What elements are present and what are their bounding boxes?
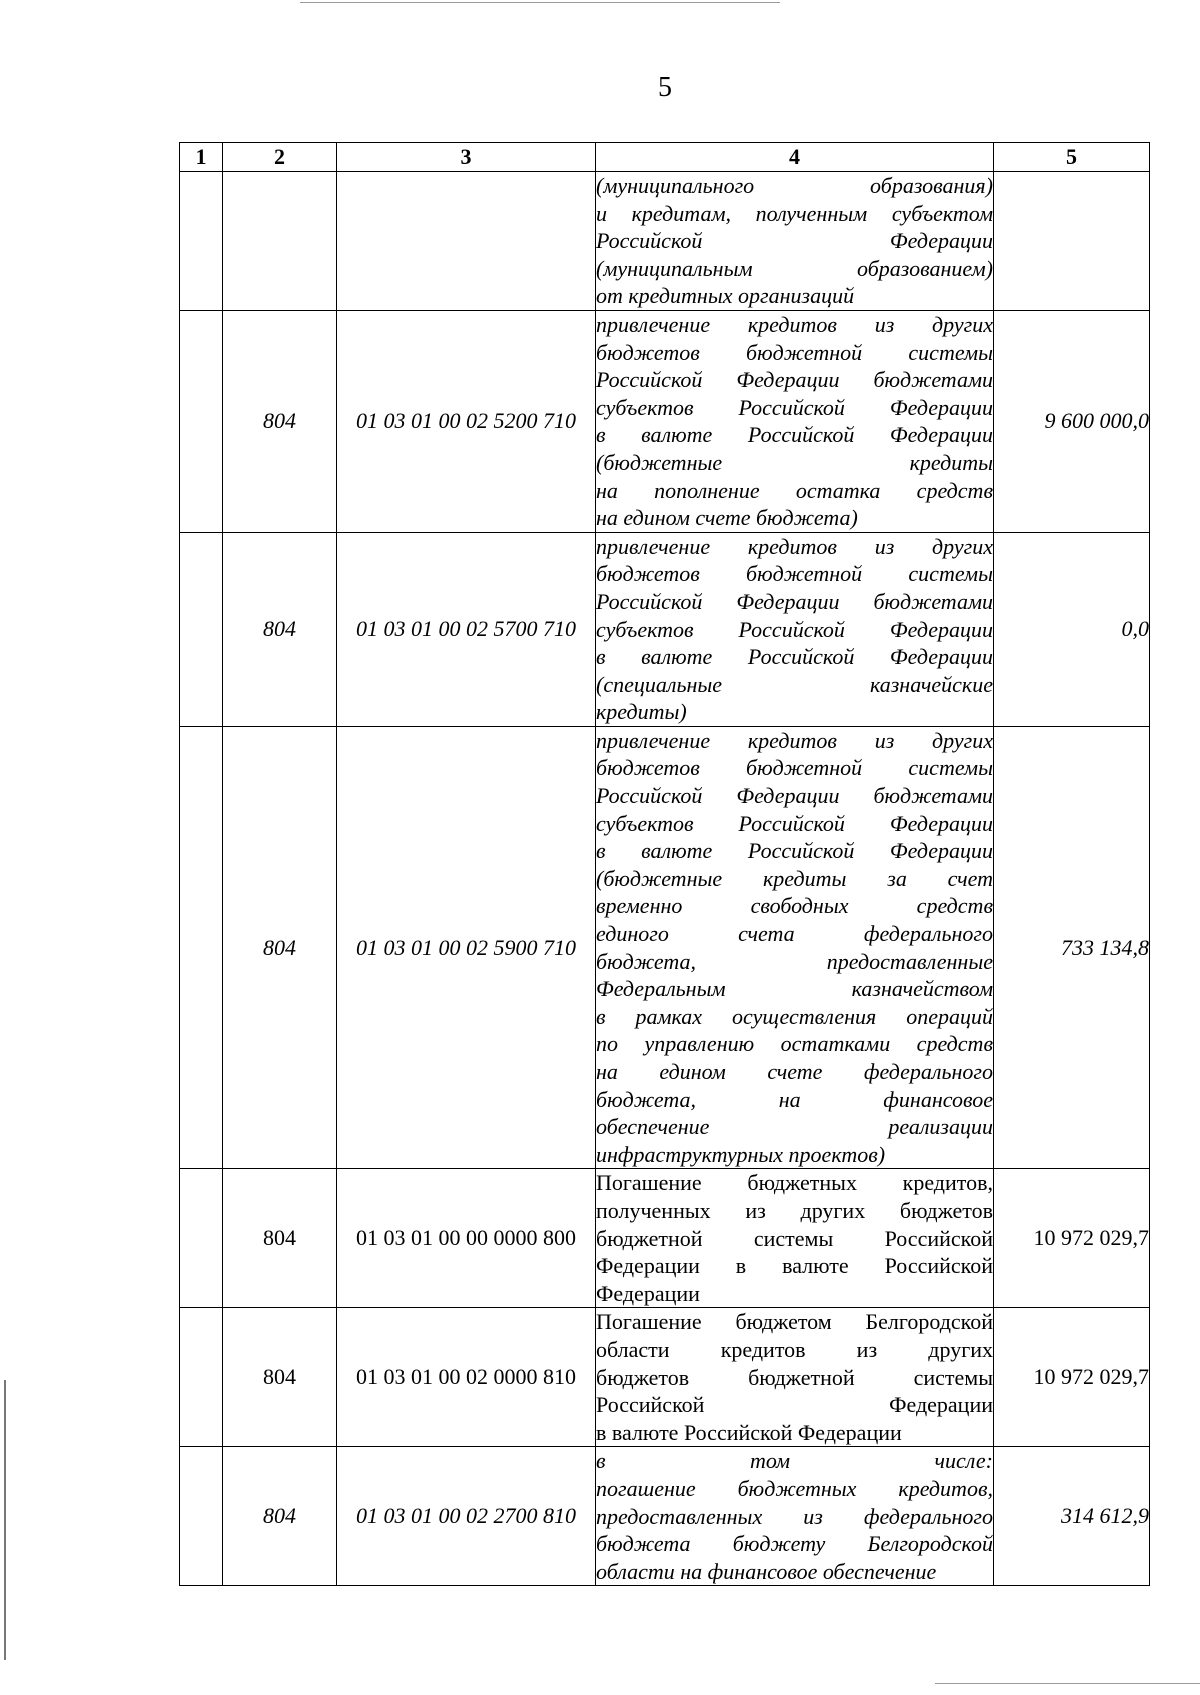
- table-row: [180, 172, 1150, 311]
- table-row: [180, 1447, 1150, 1586]
- page-number: 5: [658, 72, 672, 103]
- description-line: Федеральным казначейством: [596, 976, 993, 1002]
- description-line: в валюте Российской Федерации: [596, 422, 993, 448]
- cell-description: [596, 532, 994, 726]
- bottom-scan-rule: [935, 1683, 1200, 1684]
- description-line: Федерации в валюте Российской: [596, 1253, 993, 1279]
- cell-description: [596, 1308, 994, 1447]
- cell-description: [596, 1169, 994, 1308]
- header-col-5: 5: [994, 143, 1150, 172]
- cell-col-1: [180, 532, 223, 726]
- description-line: (бюджетные кредиты: [596, 449, 993, 475]
- header-col-1: 1: [180, 143, 223, 172]
- description-line: (бюджетные кредиты за счет: [596, 865, 993, 891]
- description-line: бюджетов бюджетной системы: [596, 1364, 993, 1390]
- cell-amount: 10 972 029,7: [994, 1169, 1150, 1308]
- description-line: обеспечение реализации: [596, 1114, 993, 1140]
- cell-description: [596, 172, 994, 311]
- header-col-2: 2: [223, 143, 337, 172]
- description-line: на едином счете федерального: [596, 1059, 993, 1084]
- description-line: в валюте Российской Федерации: [596, 644, 993, 670]
- cell-admin-code: 804: [223, 726, 337, 1169]
- description-line: инфраструктурных проектов): [596, 1141, 886, 1167]
- cell-col-1: [180, 1308, 223, 1447]
- description-line: погашение бюджетных кредитов,: [596, 1475, 993, 1501]
- description-line: в валюте Российской Федерации: [596, 838, 993, 864]
- description-line: Российской Федерации: [596, 228, 993, 254]
- description-line: от кредитных организаций: [596, 283, 855, 309]
- description-line: полученных из других бюджетов: [596, 1197, 993, 1223]
- cell-budget-code: 01 03 01 00 02 5200 710: [337, 310, 596, 532]
- description-line: привлечение кредитов из других: [596, 533, 993, 559]
- description-line: кредиты): [596, 699, 687, 725]
- description-line: на пополнение остатка средств: [596, 477, 993, 503]
- description-line: на едином счете бюджета): [596, 505, 858, 531]
- header-col-4: 4: [596, 143, 994, 172]
- description-line: (муниципального образования): [596, 173, 993, 198]
- description-line: привлечение кредитов из других: [596, 311, 993, 337]
- cell-description: [596, 310, 994, 532]
- description-line: бюджетов бюджетной системы: [596, 755, 993, 781]
- cell-col-1: [180, 1447, 223, 1586]
- description-line: по управлению остатками средств: [596, 1031, 993, 1057]
- description-line: бюджетов бюджетной системы: [596, 561, 993, 587]
- description-line: единого счета федерального: [596, 921, 993, 947]
- description-line: субъектов Российской Федерации: [596, 616, 993, 642]
- header-col-3: 3: [337, 143, 596, 172]
- cell-admin-code: 804: [223, 1169, 337, 1308]
- cell-budget-code: 01 03 01 00 02 0000 810: [337, 1308, 596, 1447]
- table-row: [180, 1169, 1150, 1308]
- cell-col-1: [180, 1169, 223, 1308]
- cell-admin-code: 804: [223, 1447, 337, 1586]
- cell-budget-code: 01 03 01 00 02 5900 710: [337, 726, 596, 1169]
- table-row: [180, 726, 1150, 1169]
- description-line: Российской Федерации: [596, 1392, 993, 1418]
- description-line: области на финансовое обеспечение: [596, 1558, 937, 1584]
- cell-admin-code: [223, 172, 337, 311]
- description-line: бюджета бюджету Белгородской: [596, 1531, 993, 1557]
- description-line: привлечение кредитов из других: [596, 727, 993, 753]
- cell-col-1: [180, 726, 223, 1169]
- cell-amount: 10 972 029,7: [994, 1308, 1150, 1447]
- description-line: бюджетов бюджетной системы: [596, 339, 993, 365]
- description-line: и кредитам, полученным субъектом: [596, 200, 993, 226]
- cell-budget-code: [337, 172, 596, 311]
- cell-admin-code: 804: [223, 1308, 337, 1447]
- description-line: предоставленных из федерального: [596, 1503, 993, 1529]
- description-line: в рамках осуществления операций: [596, 1003, 993, 1029]
- description-line: Российской Федерации бюджетами: [596, 783, 993, 809]
- description-line: области кредитов из других: [596, 1336, 993, 1362]
- description-line: в валюте Российской Федерации: [596, 1419, 902, 1445]
- cell-description: [596, 1447, 994, 1586]
- cell-amount: 314 612,9: [994, 1447, 1150, 1586]
- cell-budget-code: 01 03 01 00 00 0000 800: [337, 1169, 596, 1308]
- table-header-row: [180, 143, 1150, 172]
- description-line: бюджетной системы Российской: [596, 1225, 993, 1251]
- description-line: Погашение бюджетных кредитов,: [596, 1170, 993, 1196]
- description-line: бюджета, на финансовое: [596, 1086, 993, 1112]
- cell-description: [596, 726, 994, 1169]
- table-row: [180, 310, 1150, 532]
- left-scan-mark: [4, 1380, 6, 1660]
- cell-budget-code: 01 03 01 00 02 2700 810: [337, 1447, 596, 1586]
- description-line: в том числе:: [596, 1448, 993, 1474]
- description-line: субъектов Российской Федерации: [596, 810, 993, 836]
- cell-amount: [994, 172, 1150, 311]
- table-body: [180, 172, 1150, 1586]
- description-line: Погашение бюджетом Белгородской: [596, 1309, 993, 1335]
- top-scan-rule: [300, 2, 780, 3]
- cell-admin-code: 804: [223, 310, 337, 532]
- cell-col-1: [180, 172, 223, 311]
- cell-amount: 0,0: [994, 532, 1150, 726]
- description-line: (специальные казначейские: [596, 671, 993, 697]
- cell-amount: 9 600 000,0: [994, 310, 1150, 532]
- budget-table: [179, 142, 1150, 1586]
- description-line: субъектов Российской Федерации: [596, 394, 993, 420]
- description-line: бюджета, предоставленные: [596, 948, 993, 974]
- description-line: временно свободных средств: [596, 893, 993, 919]
- cell-admin-code: 804: [223, 532, 337, 726]
- table-row: [180, 1308, 1150, 1447]
- cell-amount: 733 134,8: [994, 726, 1150, 1169]
- description-line: (муниципальным образованием): [596, 255, 993, 281]
- description-line: Российской Федерации бюджетами: [596, 588, 993, 614]
- description-line: Российской Федерации бюджетами: [596, 367, 993, 393]
- table-row: [180, 532, 1150, 726]
- cell-col-1: [180, 310, 223, 532]
- description-line: Федерации: [596, 1280, 700, 1306]
- cell-budget-code: 01 03 01 00 02 5700 710: [337, 532, 596, 726]
